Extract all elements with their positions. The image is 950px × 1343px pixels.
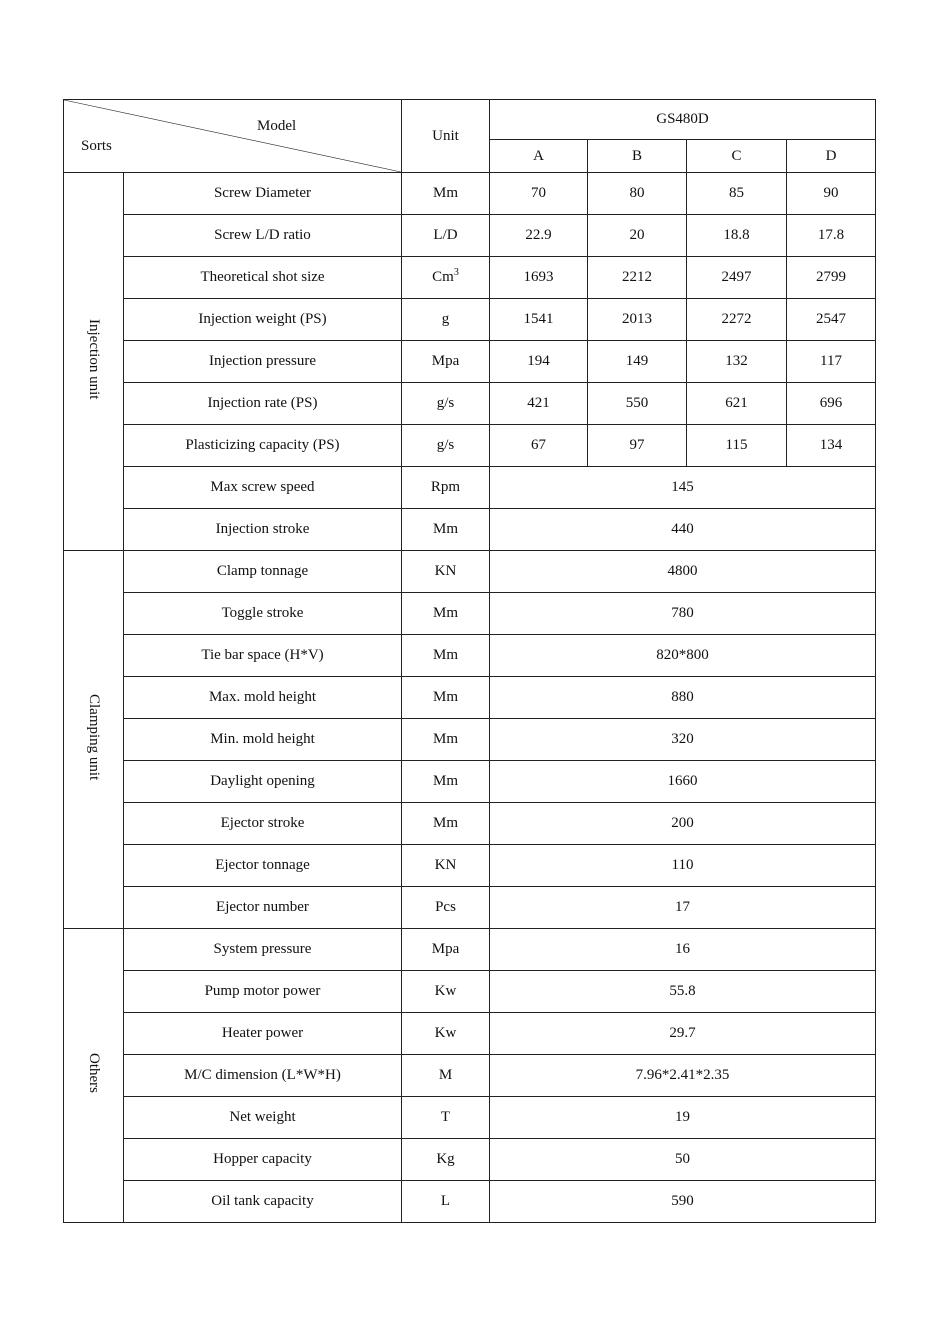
value-cell: 22.9: [490, 215, 588, 257]
unit-cell: [402, 1013, 490, 1055]
parameter-label: Screw Diameter: [124, 173, 402, 215]
value-cell: 149: [588, 341, 687, 383]
section-label: Clamping unit: [85, 694, 102, 781]
table-row: [64, 677, 876, 719]
model-name-cell: GS480D: [490, 100, 876, 140]
unit-text: g/s: [436, 437, 455, 454]
value-cell-merged: 590: [490, 1181, 876, 1223]
table-row: [64, 1013, 876, 1055]
unit-cell: [402, 299, 490, 341]
unit-cell: [402, 971, 490, 1013]
unit-superscript: 3: [453, 267, 459, 279]
value-cell: 67: [490, 425, 588, 467]
table-row: [64, 257, 876, 299]
value-cell-merged: 1660: [490, 761, 876, 803]
value-cell: 1693: [490, 257, 588, 299]
value-cell: 115: [687, 425, 787, 467]
parameter-label: Theoretical shot size: [124, 257, 402, 299]
unit-cell: [402, 1139, 490, 1181]
unit-text: T: [440, 1109, 451, 1126]
unit-cell: [402, 257, 490, 299]
unit-cell: [402, 887, 490, 929]
table-row: [64, 803, 876, 845]
model-header-label: Model: [257, 118, 297, 134]
table-row: [64, 761, 876, 803]
spec-table: [63, 99, 876, 1223]
value-cell: 621: [687, 383, 787, 425]
value-cell-merged: 55.8: [490, 971, 876, 1013]
value-cell-merged: 7.96*2.41*2.35: [490, 1055, 876, 1097]
table-row: [64, 425, 876, 467]
value-cell: 18.8: [687, 215, 787, 257]
value-cell-merged: 320: [490, 719, 876, 761]
parameter-label: Daylight opening: [124, 761, 402, 803]
unit-header-cell: Unit: [402, 100, 490, 173]
parameter-label: Net weight: [124, 1097, 402, 1139]
parameter-label: Injection weight (PS): [124, 299, 402, 341]
value-cell-merged: 17: [490, 887, 876, 929]
value-cell: 20: [588, 215, 687, 257]
variant-b-header: B: [588, 140, 687, 173]
unit-cell: [402, 845, 490, 887]
value-cell: 2799: [787, 257, 876, 299]
table-row: [64, 929, 876, 971]
value-cell: 421: [490, 383, 588, 425]
unit-text: Mm: [432, 185, 458, 202]
value-cell: 117: [787, 341, 876, 383]
value-cell: 132: [687, 341, 787, 383]
unit-cell: [402, 1097, 490, 1139]
value-cell-merged: 820*800: [490, 635, 876, 677]
variant-d-header: D: [787, 140, 876, 173]
parameter-label: Hopper capacity: [124, 1139, 402, 1181]
section-label: Injection unit: [85, 319, 102, 400]
unit-cell: [402, 719, 490, 761]
section-label: Others: [85, 1053, 102, 1094]
diagonal-header-cell: [64, 100, 402, 173]
parameter-label: Min. mold height: [124, 719, 402, 761]
unit-text: Mm: [432, 815, 458, 832]
table-row: [64, 1139, 876, 1181]
parameter-label: Clamp tonnage: [124, 551, 402, 593]
table-row: [64, 1181, 876, 1223]
unit-text: Mm: [432, 689, 458, 706]
value-cell-merged: 440: [490, 509, 876, 551]
unit-text: M: [438, 1067, 453, 1084]
parameter-label: Screw L/D ratio: [124, 215, 402, 257]
unit-text: Cm: [432, 269, 454, 286]
unit-cell: [402, 761, 490, 803]
value-cell-merged: 50: [490, 1139, 876, 1181]
table-row: [64, 845, 876, 887]
value-cell: 134: [787, 425, 876, 467]
parameter-label: M/C dimension (L*W*H): [124, 1055, 402, 1097]
value-cell-merged: 16: [490, 929, 876, 971]
unit-text: Mm: [432, 521, 458, 538]
unit-cell: [402, 1181, 490, 1223]
table-row: [64, 173, 876, 215]
table-row: [64, 215, 876, 257]
parameter-label: Max screw speed: [124, 467, 402, 509]
section-label-cell: [64, 929, 124, 1223]
unit-cell: [402, 383, 490, 425]
parameter-label: Injection stroke: [124, 509, 402, 551]
parameter-label: Ejector number: [124, 887, 402, 929]
unit-cell: [402, 635, 490, 677]
unit-text: Kw: [434, 1025, 457, 1042]
unit-cell: [402, 215, 490, 257]
value-cell-merged: 145: [490, 467, 876, 509]
table-row: [64, 341, 876, 383]
value-cell: 2272: [687, 299, 787, 341]
unit-cell: [402, 803, 490, 845]
sorts-header-label: Sorts: [81, 138, 112, 154]
unit-text: Rpm: [430, 479, 461, 496]
variant-c-header: C: [687, 140, 787, 173]
table-row: [64, 467, 876, 509]
value-cell: 194: [490, 341, 588, 383]
parameter-label: Pump motor power: [124, 971, 402, 1013]
table-row: [64, 719, 876, 761]
table-row: [64, 1055, 876, 1097]
unit-text: Mm: [432, 773, 458, 790]
value-cell-merged: 780: [490, 593, 876, 635]
parameter-label: Injection pressure: [124, 341, 402, 383]
parameter-label: Ejector stroke: [124, 803, 402, 845]
unit-cell: [402, 551, 490, 593]
variant-a-header: A: [490, 140, 588, 173]
spec-table-body: [64, 100, 876, 1223]
section-label-cell: [64, 551, 124, 929]
value-cell-merged: 880: [490, 677, 876, 719]
value-cell: 2497: [687, 257, 787, 299]
table-row: [64, 635, 876, 677]
table-row: [64, 971, 876, 1013]
parameter-label: System pressure: [124, 929, 402, 971]
value-cell: 90: [787, 173, 876, 215]
parameter-label: Oil tank capacity: [124, 1181, 402, 1223]
parameter-label: Max. mold height: [124, 677, 402, 719]
unit-text: KN: [434, 563, 457, 580]
table-row: [64, 551, 876, 593]
table-row: [64, 593, 876, 635]
table-row: [64, 383, 876, 425]
value-cell-merged: 19: [490, 1097, 876, 1139]
value-cell: 70: [490, 173, 588, 215]
unit-text: Kw: [434, 983, 457, 1000]
value-cell: 97: [588, 425, 687, 467]
unit-cell: [402, 173, 490, 215]
unit-text: KN: [434, 857, 457, 874]
value-cell: 2212: [588, 257, 687, 299]
unit-text: g: [441, 311, 450, 328]
unit-cell: [402, 677, 490, 719]
unit-text: Mm: [432, 605, 458, 622]
unit-cell: [402, 341, 490, 383]
unit-text: Mm: [432, 731, 458, 748]
unit-cell: [402, 467, 490, 509]
unit-text: Mpa: [431, 941, 460, 958]
table-row: [64, 1097, 876, 1139]
value-cell: 2547: [787, 299, 876, 341]
table-row: [64, 887, 876, 929]
unit-cell: [402, 929, 490, 971]
parameter-label: Toggle stroke: [124, 593, 402, 635]
unit-text: L: [440, 1193, 451, 1210]
section-label-cell: [64, 173, 124, 551]
value-cell: 2013: [588, 299, 687, 341]
value-cell: 550: [588, 383, 687, 425]
unit-cell: [402, 1055, 490, 1097]
unit-text: Pcs: [435, 899, 456, 916]
header-row: [64, 100, 876, 140]
unit-cell: [402, 593, 490, 635]
value-cell-merged: 4800: [490, 551, 876, 593]
unit-cell: [402, 509, 490, 551]
parameter-label: Heater power: [124, 1013, 402, 1055]
unit-text: Kg: [436, 1151, 455, 1168]
value-cell: 1541: [490, 299, 588, 341]
parameter-label: Injection rate (PS): [124, 383, 402, 425]
parameter-label: Plasticizing capacity (PS): [124, 425, 402, 467]
unit-cell: [402, 425, 490, 467]
value-cell: 696: [787, 383, 876, 425]
parameter-label: Tie bar space (H*V): [124, 635, 402, 677]
diagonal-line: [64, 100, 401, 172]
unit-text: Mpa: [431, 353, 460, 370]
unit-text: g/s: [436, 395, 455, 412]
value-cell-merged: 29.7: [490, 1013, 876, 1055]
value-cell: 85: [687, 173, 787, 215]
parameter-label: Ejector tonnage: [124, 845, 402, 887]
table-row: [64, 509, 876, 551]
value-cell: 17.8: [787, 215, 876, 257]
value-cell-merged: 110: [490, 845, 876, 887]
unit-text: Mm: [432, 647, 458, 664]
value-cell: 80: [588, 173, 687, 215]
value-cell-merged: 200: [490, 803, 876, 845]
unit-text: L/D: [433, 227, 458, 244]
table-row: [64, 299, 876, 341]
